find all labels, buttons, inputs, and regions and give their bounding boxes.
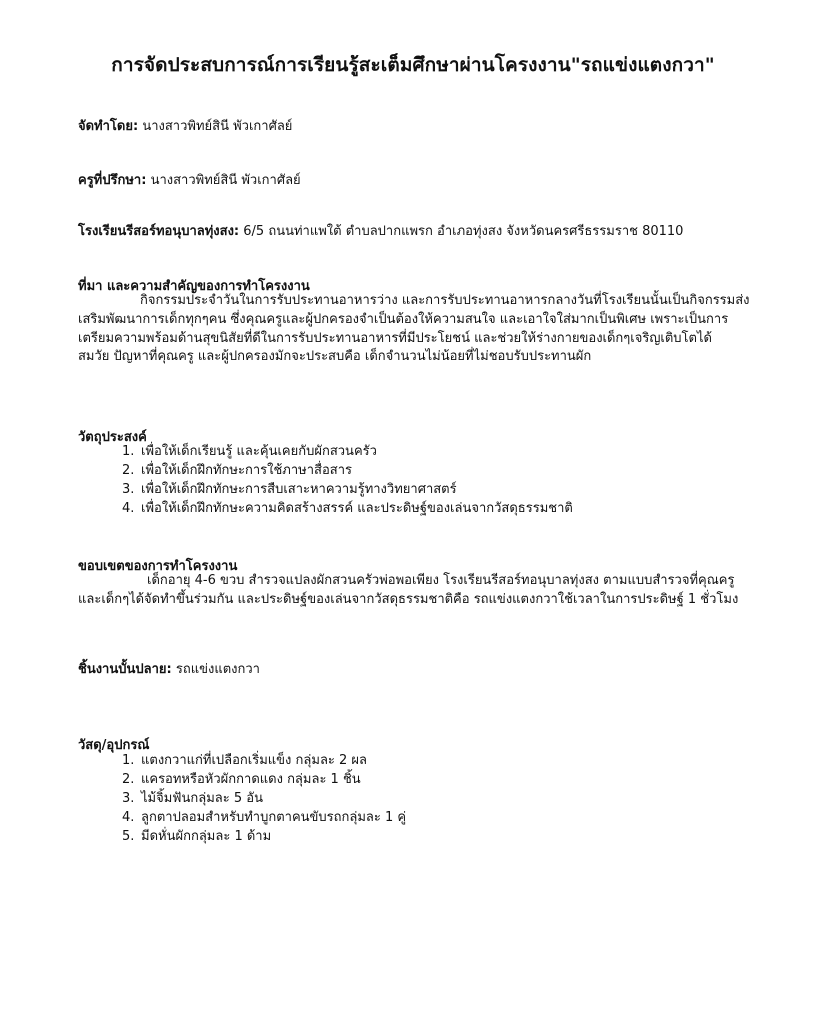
list-item (122, 789, 406, 808)
materials-heading: วัสดุ/อุปกรณ์ (78, 738, 150, 753)
list-number: 3. (122, 791, 135, 806)
objectives-list (122, 442, 573, 518)
list-number: 2. (122, 772, 135, 787)
objectives-heading: วัตถุประสงค์ (78, 430, 147, 445)
scope-line-1: เด็กอายุ 4-6 ขวบ สำรวจแปลงผักสวนครัวพ่อพอเพียง โรงเรียนรีสอร์ทอนุบาลทุ่งสง ตามแบบสำรวจที่คุณครู (147, 573, 735, 588)
list-number: 5. (122, 829, 135, 844)
list-item (122, 827, 406, 846)
objective-text: เพื่อให้เด็กฝึกทักษะการสืบเสาะหาความรู้ทางวิทยาศาสตร์ (141, 482, 457, 497)
school-address: 6/5 ถนนท่าแพใต้ ตำบลปากแพรก อำเภอทุ่งสง จังหวัดนครศรีธรรมราช 80110 (243, 224, 684, 239)
list-item (122, 499, 573, 518)
background-line-1: กิจกรรมประจำวันในการรับประทานอาหารว่าง และการรับประทานอาหารกลางวันที่โรงเรียนนั้นเป็นกิจกรรมส่ง (140, 293, 750, 308)
background-paragraph (78, 292, 753, 367)
background-line-2: เสริมพัฒนาการเด็กทุกๆคน ซึ่งคุณครูและผู้ปกครองจำเป็นต้องให้ความสนใจ และเอาใจใส่มากเป็นพิเศษ เพราะเป็นการ (78, 311, 729, 327)
list-item (122, 461, 573, 480)
list-number: 2. (122, 463, 135, 478)
materials-list (122, 751, 406, 846)
final-product-value: รถแข่งแตงกวา (175, 662, 260, 677)
objective-text: เพื่อให้เด็กฝึกทักษะการใช้ภาษาสื่อสาร (141, 463, 352, 478)
advisor-value: นางสาวพิทย์สินี พัวเกาศัลย์ (150, 173, 301, 188)
prepared-by-line (78, 118, 292, 136)
list-item (122, 751, 406, 770)
advisor-label: ครูที่ปรึกษา: (78, 173, 147, 188)
advisor-line (78, 172, 301, 190)
material-text: แครอทหรือหัวผักกาดแดง กลุ่มละ 1 ชิ้น (141, 772, 361, 787)
material-text: มีดหั่นผักกลุ่มละ 1 ด้าม (141, 829, 272, 844)
background-line-4: สมวัย ปัญหาที่คุณครู และผู้ปกครองมักจะประสบคือ เด็กจำนวนไม่น้อยที่ไม่ชอบรับประทานผัก (78, 349, 592, 365)
list-number: 1. (122, 753, 135, 768)
school-label: โรงเรียนรีสอร์ทอนุบาลทุ่งสง: (78, 224, 240, 239)
material-text: ไม้จิ้มฟันกลุ่มละ 5 อัน (141, 791, 263, 806)
background-heading: ที่มา และความสำคัญของการทำโครงงาน (78, 279, 310, 294)
scope-heading: ขอบเขตของการทำโครงงาน (78, 559, 238, 574)
prepared-by-label: จัดทำโดย: (78, 119, 139, 134)
objective-text: เพื่อให้เด็กฝึกทักษะความคิดสร้างสรรค์ และประดิษฐ์ของเล่นจากวัสดุธรรมชาติ (141, 501, 573, 516)
list-number: 3. (122, 482, 135, 497)
scope-line-2: และเด็กๆได้จัดทำขึ้นร่วมกัน และประดิษฐ์ของเล่นจากวัสดุธรรมชาติคือ รถแข่งแตงกวาใช้เวลาในการประดิษฐ์ 1 ชั่วโมง (78, 591, 739, 607)
list-item (122, 770, 406, 789)
final-product-line (78, 661, 260, 679)
scope-paragraph (78, 572, 753, 610)
list-number: 1. (122, 444, 135, 459)
final-product-label: ชิ้นงานบั้นปลาย: (78, 662, 172, 677)
material-text: ลูกตาปลอมสำหรับทำบูกตาคนขับรถกลุ่มละ 1 คู่ (141, 810, 407, 825)
prepared-by-value: นางสาวพิทย์สินี พัวเกาศัลย์ (142, 119, 293, 134)
list-item (122, 442, 573, 461)
document-title: การจัดประสบการณ์การเรียนรู้สะเต็มศึกษาผ่านโครงงาน"รถแข่งแตงกวา" (111, 54, 715, 76)
background-line-3: เตรียมความพร้อมด้านสุขนิสัยที่ดีในการรับประทานอาหารที่มีประโยชน์ และช่วยให้ร่างกายของเด็กๆเจริญเติบโตได้ (78, 330, 712, 346)
list-number: 4. (122, 810, 135, 825)
list-number: 4. (122, 501, 135, 516)
school-line (78, 223, 683, 241)
material-text: แตงกวาแก่ที่เปลือกเริ่มแข็ง กลุ่มละ 2 ผล (141, 753, 368, 768)
list-item (122, 808, 406, 827)
objective-text: เพื่อให้เด็กเรียนรู้ และคุ้นเคยกับผักสวนครัว (141, 444, 377, 459)
list-item (122, 480, 573, 499)
